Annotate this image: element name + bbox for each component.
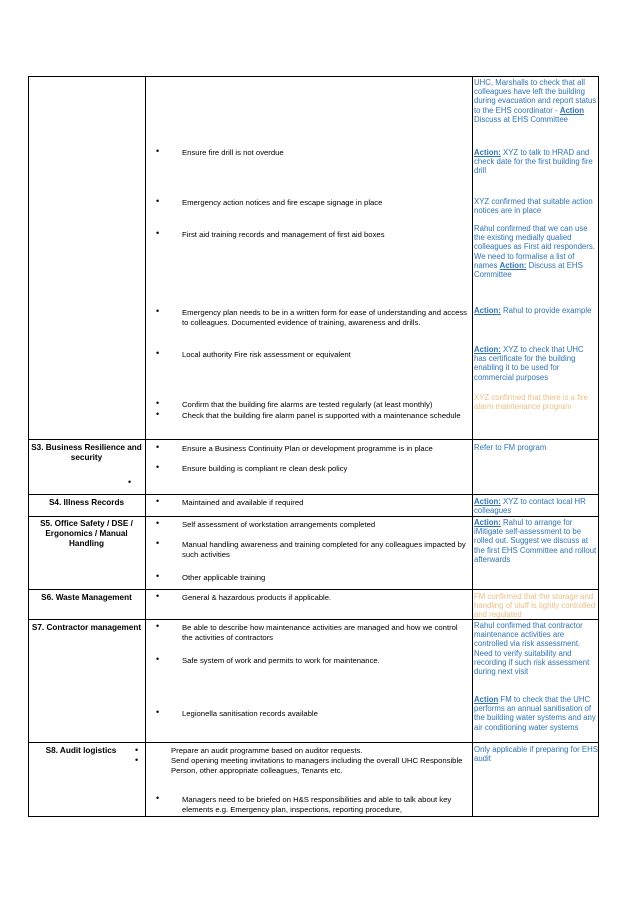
comment-text: FM confirmed that the storage and handling of stuff is tightly controlled and regulated: [474, 592, 596, 619]
bullet-icon: •: [156, 442, 160, 452]
requirements-cell: [145, 439, 472, 494]
bullet-icon: •: [156, 621, 160, 631]
category-label: S4. Illness Records: [48, 498, 125, 507]
bullet-icon: •: [156, 409, 160, 419]
comment-text: Rahul confirmed that contractor maintenance activities are controlled via risk assessment. Need to verify suitability and recording if such risk assessment during next visit: [474, 621, 590, 677]
comment-text: Only applicable if preparing for EHS audit: [474, 745, 598, 764]
action-label: Action:: [474, 345, 501, 354]
requirements-cell: [145, 494, 472, 516]
assessment-table: [28, 76, 599, 817]
bullet-icon: •: [156, 496, 160, 506]
action-label: Action: [474, 695, 499, 704]
comment-text: UHC, Marshalls to check that all colleagues have left the building during evacuation and report status to the EHS coordinator - Action Discuss at EHS Committee: [474, 78, 597, 124]
list-item: • First aid training records and management of first aid boxes: [156, 228, 385, 239]
list-item: • Confirm that the building fire alarms are tested regularly (at least monthly): [156, 398, 433, 409]
bullet-icon: •: [135, 745, 139, 755]
list-item: • Other applicable training: [156, 571, 266, 582]
list-item: • Ensure a Business Continuity Plan or development programme is in place: [156, 442, 433, 453]
bullet-icon: •: [156, 348, 160, 358]
requirements-cell: [145, 619, 472, 742]
bullet-icon: •: [156, 654, 160, 664]
table-row: [28, 439, 599, 494]
bullet-icon: •: [156, 398, 160, 408]
list-item: • Maintained and available if required: [156, 496, 304, 507]
category-label: S7. Contractor management: [31, 623, 142, 632]
list-item: • Emergency action notices and fire escape signage in place: [156, 196, 383, 207]
comment-text: Action: XYZ to contact local HR colleagues: [474, 497, 586, 516]
comment-text: Action FM to check that the UHC performs an annual sanitisation of the building water systems and any air conditioning water systems: [474, 695, 596, 732]
category-label: S5. Office Safety / DSE / Ergonomics / Manual Handling: [40, 519, 133, 548]
comment-text: XYZ confirmed that suitable action notices are in place: [474, 197, 593, 216]
requirements-cell: [145, 742, 472, 816]
comment-text: Action: Rahul to provide example: [474, 306, 592, 315]
comment-text: Rahul confirmed that we can use the existing medially qualied colleagues as First aid responders. We need to formalise a list of names Action: Discuss at EHS Committee: [474, 224, 595, 280]
bullet-icon: •: [156, 146, 160, 156]
category-label: S8. Audit logistics: [45, 746, 117, 755]
action-label: Action:: [474, 518, 501, 527]
requirements-cell: [145, 516, 472, 589]
bullet-icon: •: [156, 228, 160, 238]
category-label: S6. Waste Management: [41, 593, 132, 602]
list-item: Send opening meeting invitations to managers including the overall UHC Responsible Person, other appropriate colleagues, Tenants etc.: [171, 756, 463, 775]
action-label: Action:: [499, 260, 527, 270]
list-item: • Emergency plan needs to be in a written form for ease of understanding and access to colleagues. Documented evidence of training, awareness and drills.: [156, 306, 468, 327]
comment-text: Action: XYZ to talk to HRAD and check date for the first building fire drill: [474, 148, 593, 176]
list-item: • Manual handling awareness and training completed for any colleagues impacted by such activities: [156, 538, 466, 559]
bullet-icon: •: [135, 755, 139, 765]
list-item: • Self assessment of workstation arrangements completed: [156, 518, 376, 529]
list-item: • Ensure building is compliant re clean desk policy: [156, 462, 348, 473]
comment-text: Refer to FM program: [474, 443, 547, 452]
bullet-icon: •: [156, 793, 160, 803]
action-label: Action:: [474, 306, 501, 315]
list-item: Prepare an audit programme based on auditor requests.: [171, 746, 363, 755]
table-row: [28, 589, 599, 619]
list-item: • Safe system of work and permits to work for maintenance.: [156, 654, 380, 665]
bullet-icon: •: [156, 196, 160, 206]
comment-text: Action: Rahul to arrange for iMitigate self-assessment to be rolled out. Suggest we discuss at the first EHS Committee and rollout afterwards: [474, 518, 597, 564]
requirements-cell: [145, 589, 472, 619]
list-item: • Ensure fire drill is not overdue: [156, 146, 284, 157]
table-row: [28, 742, 599, 816]
bullet-icon: •: [156, 571, 160, 581]
bullet-icon: •: [156, 591, 160, 601]
bullet-icon: •: [128, 477, 132, 487]
bullet-icon: •: [156, 462, 160, 472]
category-label: S3. Business Resilience and security: [31, 443, 142, 462]
action-label: Action: [559, 105, 585, 115]
list-item: • Check that the building fire alarm panel is supported with a maintenance schedule: [156, 409, 461, 420]
comment-text: XYZ confirmed that there is a fire alarm maintenance program: [474, 393, 588, 412]
comment-text: Action: XYZ to check that UHC has certificate for the building enabling it to be used for commercial purposes: [474, 345, 584, 382]
table-row: [28, 494, 599, 516]
table-border-bottom: [28, 816, 599, 817]
bullet-icon: •: [156, 538, 160, 548]
bullet-icon: •: [156, 707, 160, 717]
action-label: Action:: [474, 148, 501, 157]
requirements-cell: [145, 76, 472, 439]
table-row: [28, 516, 599, 589]
list-item: • Local authority Fire risk assessment or equivalent: [156, 348, 351, 359]
table-row: [28, 76, 599, 439]
list-item: • Legionella sanitisation records available: [156, 707, 318, 718]
bullet-icon: •: [156, 306, 160, 316]
action-label: Action:: [474, 497, 501, 506]
list-item: • Be able to describe how maintenance activities are managed and how we control the activities of contractors: [156, 621, 458, 642]
bullet-icon: •: [156, 518, 160, 528]
list-item: • General & hazardous products if applicable.: [156, 591, 332, 602]
table-row: [28, 619, 599, 742]
list-item: • Managers need to be briefed on H&S responsibilities and able to talk about key elements e.g. Emergency plan, inspections, reporting procedure,: [156, 793, 452, 814]
